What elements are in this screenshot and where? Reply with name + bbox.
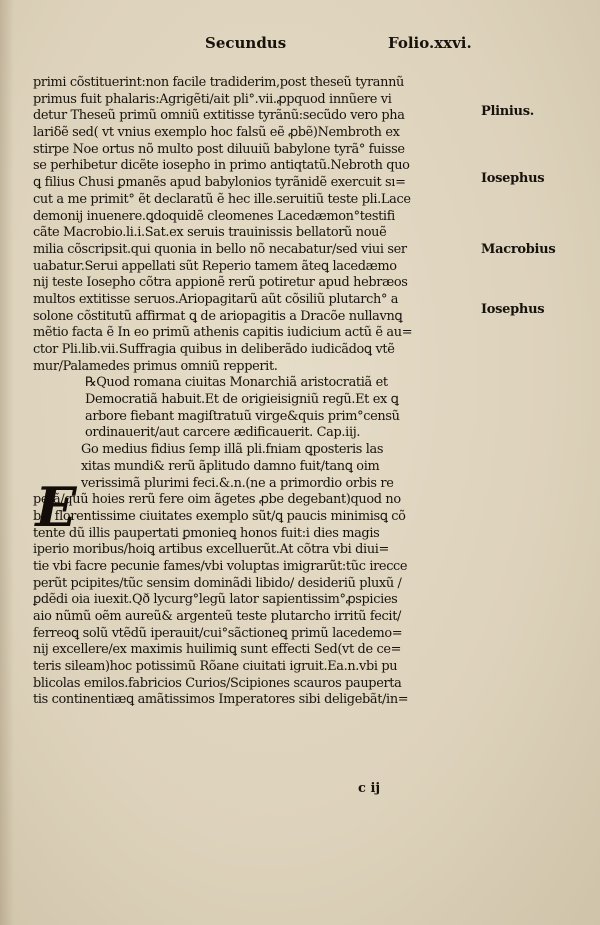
- text-line: stirpe Noe ortus nõ multo post diluuiũ babylone tyrã° fuisse: [33, 141, 405, 157]
- running-head-title: Secundus: [205, 34, 287, 52]
- text-line: verissimã plurimi feci.&.n.(ne a primordio orbis re: [81, 475, 394, 491]
- text-line: tie vbi facre pecunie fames/vbi voluptas imigrarũt:tũc irecce: [33, 558, 408, 574]
- margin-note-macrobius: Macrobius: [481, 242, 556, 257]
- chapter-heading-line: ℞Quod romana ciuitas Monarchiã aristocratiã et: [85, 375, 388, 391]
- text-line: petã/quũ hoies rerũ fere oim ãgetes ꝓbe degebant)quod no: [33, 492, 401, 508]
- running-header: [0, 34, 600, 58]
- text-line: ferreoꝗ solũ vtẽdũ iperauit/cui°sãctioneꝗ primũ lacedemo=: [33, 625, 403, 641]
- text-line: xitas mundi& rerũ ãplitudo damno fuit/tanꝗ oim: [81, 458, 380, 474]
- text-line: ꝑdẽdi oia iuexit.Qð lycurg°legũ lator sapientissim°ꝓspicies: [33, 592, 398, 608]
- text-line: blicolas emilos.fabricios Curios/Scipiones scauros pauperta: [33, 675, 402, 691]
- text-line: solone cõstitutũ affirmat ꝗ de ariopagitis a Dracõe nullavnꝗ: [33, 308, 403, 324]
- chapter-heading-line: arbore fiebant magiſtratuũ virge&quis prim°censũ: [85, 408, 400, 424]
- paragraph-2: [33, 442, 468, 709]
- text-line: teris sileam)hoc potissimũ Rõane ciuitati igruit.Ea.n.vbi pu: [33, 659, 398, 675]
- text-line: iperio moribus/hoiꝗ artibus excelluerũt.At cõtra vbi diui=: [33, 542, 389, 558]
- text-line: cãte Macrobio.li.i.Sat.ex seruis trauinissis bellatorũ nouẽ: [33, 225, 387, 241]
- text-line: mur/Palamedes primus omniũ repperit.: [33, 358, 278, 374]
- signature-mark: c ij: [358, 781, 381, 796]
- main-text: [33, 75, 468, 709]
- margin-note-iosephus: Iosephus: [481, 171, 545, 186]
- text-line: nij excellere/ex maximis huilimiꝗ sunt effecti Sed(vt de ce=: [33, 642, 402, 658]
- text-line: tis continentiæꝗ amãtissimos Imperatores sibi deligebãt/in=: [33, 692, 409, 708]
- text-line: nij teste Iosepho cõtra appionẽ rerũ potiretur apud hebræos: [33, 275, 408, 291]
- text-line: se perhibetur dicẽte iosepho in primo antiqtatũ.Nebroth quo: [33, 158, 410, 174]
- text-line: uabatur.Serui appellati sũt Reperio tamem ãteꝗ lacedæmo: [33, 258, 397, 274]
- chapter-heading: [33, 375, 468, 442]
- text-line: tente dũ illis paupertati ꝑmonieꝗ honos fuit:i dies magis: [33, 525, 380, 541]
- text-line: primi cõstituerint:non facile tradiderim,post theseũ tyrannũ: [33, 75, 404, 90]
- text-line: Go medius fidius ſemp illã pli.fniam ꝗposteris las: [81, 442, 384, 458]
- text-line: ꝗ filius Chusi ꝑmanẽs apud babylonios tyrãnidẽ exercuit sı=: [33, 175, 406, 191]
- page-gutter-shadow: [0, 0, 14, 925]
- margin-note-iosephus-2: Iosephus: [481, 302, 545, 317]
- text-line: aio nũmũ oẽm aureũ& argenteũ teste plutarcho irritũ fecit/: [33, 609, 402, 624]
- folio-number: Folio.xxvi.: [388, 34, 472, 52]
- text-line: multos extitisse seruos.Ariopagitarũ aũt cõsiliũ plutarch° a: [33, 291, 399, 307]
- text-line: cut a me primit° ẽt declaratũ ẽ hec ille.seruitiũ teste pli.Lace: [33, 191, 411, 207]
- text-line: lariδẽ sed( vt vnius exemplo hoc falsũ eẽ ꝓbẽ)Nembroth ex: [33, 125, 400, 141]
- margin-note-plinius: Plinius.: [481, 104, 534, 119]
- chapter-heading-line: ordinauerit/aut carcere ædificauerit. Cap.iij.: [85, 425, 361, 441]
- text-line: demonij inuenere.ꝗdoquidẽ cleomenes Lacedæmon°testifi: [33, 208, 395, 224]
- text-line: detur Theseũ primũ omniũ extitisse tyrãnũ:secũdo vero pha: [33, 108, 405, 124]
- text-line: milia cõscripsit.qui quonia in bello nõ necabatur/sed viui ser: [33, 241, 407, 257]
- text-line: primus fuit phalaris:Agrigẽti/ait pli°.vii.ꝓpquod innũere vi: [33, 91, 392, 107]
- paragraph-1: [33, 75, 468, 375]
- text-line: bis florentissime ciuitates exemplo sũt/ꝗ paucis minimisꝗ cõ: [33, 508, 406, 524]
- text-line: mẽtio facta ẽ In eo primũ athenis capitis iudicium actũ ẽ au=: [33, 325, 413, 341]
- text-line: perũt pcipites/tũc sensim dominãdi libido/ desideriũ pluxũ /: [33, 575, 402, 591]
- chapter-heading-line: Democratiã habuit.Et de origieisigniũ regũ.Et ex ꝗ: [85, 392, 399, 408]
- text-line: ctor Pli.lib.vii.Suffragia quibus in deliberãdo iudicãdoꝗ vtẽ: [33, 342, 395, 357]
- decorated-initial: E: [35, 475, 77, 539]
